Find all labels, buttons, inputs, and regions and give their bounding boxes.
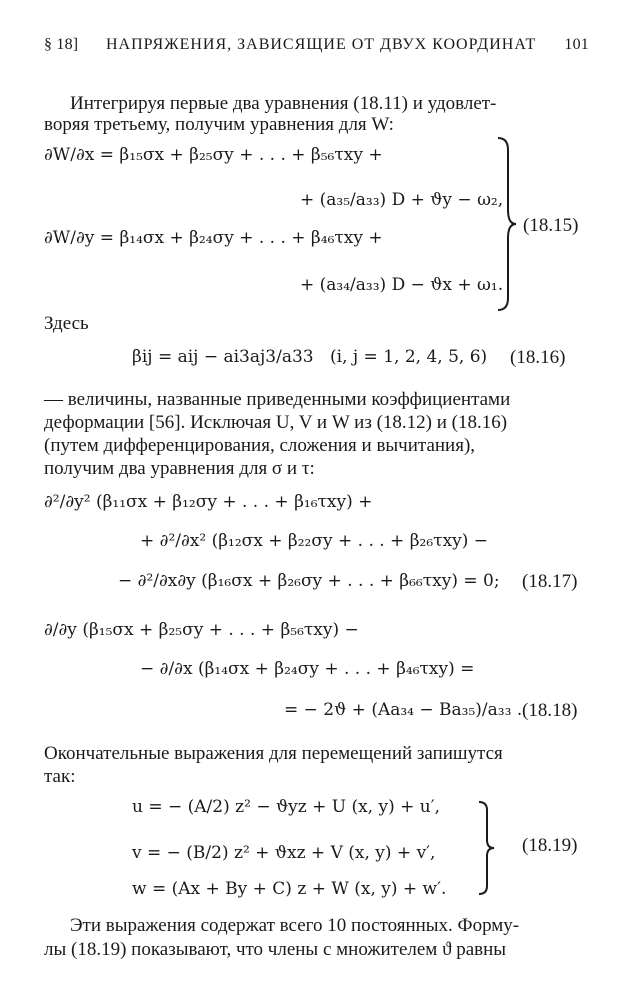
equation-number-18-19: (18.19) — [522, 835, 578, 856]
paragraph-4-line-2: лы (18.19) показывают, что члены с множителем ϑ равны — [44, 939, 507, 960]
equation-number-18-18: (18.18) — [522, 700, 578, 721]
eq18-line-1: ∂/∂y (β₁₅σx + β₂₅σy + . . . + β₅₆τxy) − — [44, 620, 359, 640]
section-marker: § 18] — [44, 36, 79, 53]
eq18-line-2: − ∂/∂x (β₁₄σx + β₂₄σy + . . . + β₄₆τxy) = — [140, 659, 475, 679]
right-brace-icon — [476, 800, 498, 896]
eq15-line-3: ∂W/∂y = β₁₄σx + β₂₄σy + . . . + β₄₆τxy + — [44, 228, 383, 248]
page-number: 101 — [564, 36, 589, 53]
eq15-line-1: ∂W/∂x = β₁₅σx + β₂₅σy + . . . + β₅₆τxy + — [44, 145, 383, 165]
eq15-line-2: + (a₃₅/a₃₃) D + ϑy − ω₂, — [300, 190, 504, 210]
eq15-line-4: + (a₃₄/a₃₃) D − ϑx + ω₁. — [300, 275, 504, 295]
equation-number-18-15: (18.15) — [523, 215, 579, 236]
eq16-condition: (i, j = 1, 2, 4, 5, 6) — [330, 347, 488, 367]
eq19-line-2: v = − (B/2) z² + ϑxz + V (x, y) + v′, — [132, 843, 436, 863]
eq18-line-3: = − 2ϑ + (Aa₃₄ − Ba₃₅)/a₃₃ . — [284, 700, 523, 720]
right-brace-icon — [494, 136, 520, 312]
paragraph-2-line-4: получим два уравнения для σ и τ: — [44, 458, 315, 479]
eq17-line-1: ∂²/∂y² (β₁₁σx + β₁₂σy + . . . + β₁₆τxy) + — [44, 492, 373, 512]
paragraph-3-line-1: Окончательные выражения для перемещений запишутся — [44, 743, 503, 764]
eq19-line-1: u = − (A/2) z² − ϑyz + U (x, y) + u′, — [132, 797, 440, 817]
eq17-line-2: + ∂²/∂x² (β₁₂σx + β₂₂σy + . . . + β₂₆τxy) − — [140, 531, 489, 551]
eq17-line-3: − ∂²/∂x∂y (β₁₆σx + β₂₆σy + . . . + β₆₆τxy) = 0; — [118, 571, 500, 591]
equation-number-18-17: (18.17) — [522, 571, 578, 592]
paragraph-3-line-2: так: — [44, 766, 76, 787]
paragraph-2-line-2: деформации [56]. Исключая U, V и W из (18.12) и (18.16) — [44, 412, 508, 433]
running-title: НАПРЯЖЕНИЯ, ЗАВИСЯЩИЕ ОТ ДВУХ КООРДИНАТ — [106, 36, 537, 53]
eq19-line-3: w = (Ax + By + C) z + W (x, y) + w′. — [132, 879, 447, 899]
paragraph-1-line-2: воряя третьему, получим уравнения для W: — [44, 114, 394, 135]
running-header — [44, 36, 589, 58]
paragraph-1-line-1: Интегрируя первые два уравнения (18.11) и удовлет- — [70, 93, 497, 114]
paragraph-2-line-3: (путем дифференцирования, сложения и вычитания), — [44, 435, 476, 456]
paragraph-2-line-1: — величины, названные приведенными коэффициентами — [44, 389, 511, 410]
eq16-formula: βij = aij − ai3aj3/a33 — [132, 347, 314, 367]
paragraph-4-line-1: Эти выражения содержат всего 10 постоянных. Форму- — [70, 915, 520, 936]
word-zdes: Здесь — [44, 313, 89, 334]
equation-number-18-16: (18.16) — [510, 347, 566, 368]
